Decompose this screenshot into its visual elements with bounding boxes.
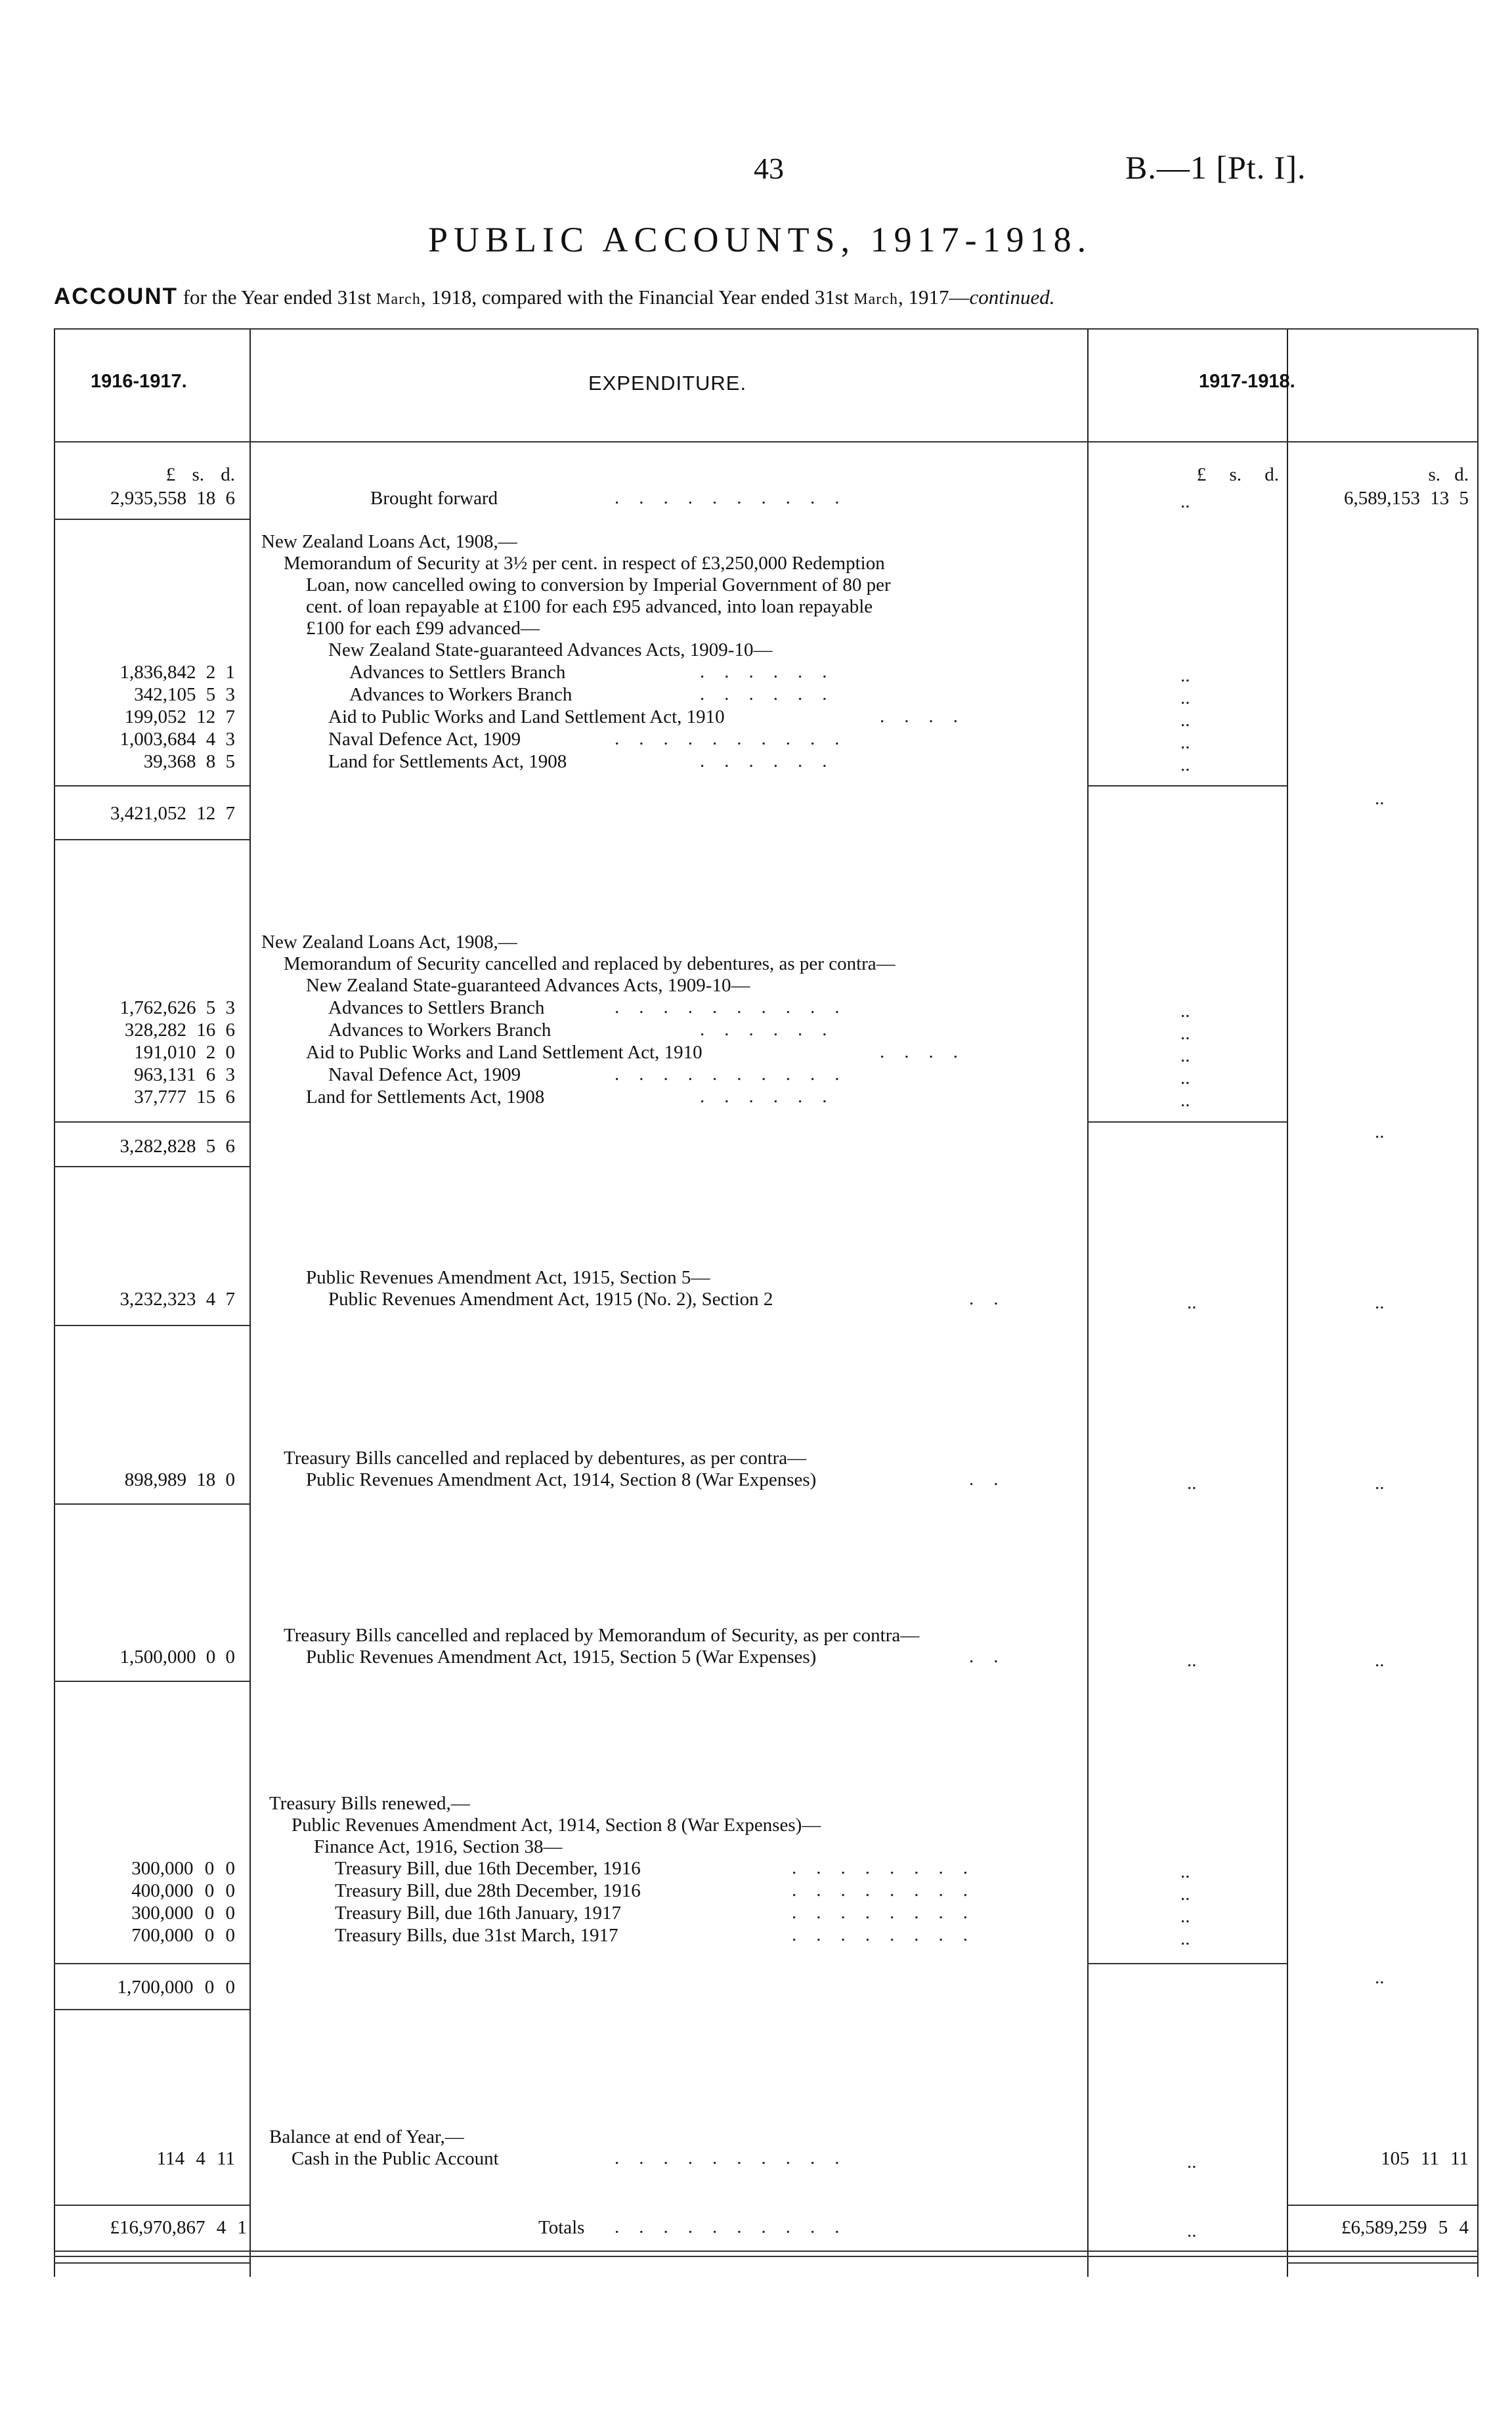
col-divider-2: [1087, 330, 1089, 2277]
leader-dots: ....: [880, 706, 978, 727]
brought-forward-prev: 2,935,558 18 6: [110, 488, 235, 509]
totals-curr-b: £6,589,259 5 4: [1341, 2217, 1469, 2238]
section2-item-4-curr: ..: [1180, 1067, 1190, 1088]
table-bottom-double-rule: [54, 2262, 249, 2264]
section1-item-3-curr: ..: [1180, 710, 1190, 731]
unit-label-prev: £ s. d.: [165, 464, 235, 485]
account-text-3: , 1917—: [897, 286, 970, 309]
row-rule: [54, 1963, 249, 1964]
section6-item-1-prev: 300,000 0 0: [131, 1858, 235, 1879]
section2-item-5-prev: 37,777 15 6: [134, 1087, 235, 1108]
brought-forward-curr-b: 6,589,153 13 5: [1344, 488, 1469, 509]
balance-prev: 114 4 11: [156, 2148, 235, 2169]
section6-total-curr: ..: [1375, 1967, 1385, 1988]
account-text-1: for the Year ended 31st: [183, 286, 372, 309]
section6-item-3-prev: 300,000 0 0: [131, 1903, 235, 1924]
row-rule: [54, 2009, 249, 2010]
section1-line-4: cent. of loan repayable at £100 for each £95 advanced, into loan repayable: [306, 596, 873, 617]
leader-dots: ..........: [615, 2216, 859, 2237]
section2-line-3: New Zealand State-guaranteed Advances Acts, 1909-10—: [306, 975, 750, 996]
section6-line-2: Public Revenues Amendment Act, 1914, Section 8 (War Expenses)—: [292, 1815, 821, 1836]
section3-line-1: Public Revenues Amendment Act, 1915, Section 5—: [306, 1267, 710, 1288]
section6-item-4-label: Treasury Bills, due 31st March, 1917: [335, 1925, 618, 1946]
section3-curr-b: ..: [1375, 1292, 1385, 1313]
leader-dots: ..: [969, 1646, 1018, 1667]
totals-curr-a: ..: [1187, 2220, 1197, 2241]
section1-item-4-curr: ..: [1180, 732, 1190, 753]
section1-line-2: Memorandum of Security at 3½ per cent. in respect of £3,250,000 Redemption: [284, 553, 885, 574]
section6-item-1-curr: ..: [1180, 1861, 1190, 1882]
section1-total-curr: ..: [1375, 788, 1385, 809]
section1-item-2-label: Advances to Workers Branch: [349, 684, 572, 705]
section5-curr-a: ..: [1187, 1650, 1197, 1671]
section2-item-2-prev: 328,282 16 6: [124, 1020, 235, 1041]
balance-line-2: Cash in the Public Account: [292, 2148, 499, 2169]
section6-total-prev: 1,700,000 0 0: [117, 1977, 235, 1998]
account-word: ACCOUNT: [54, 284, 178, 309]
totals-prev: £16,970,867 4 1: [110, 2217, 247, 2238]
section6-item-3-label: Treasury Bill, due 16th January, 1917: [335, 1903, 622, 1924]
row-rule: [54, 1503, 249, 1505]
document-reference: B.—1 [Pt. I].: [1125, 149, 1307, 186]
brought-forward-curr-a: ..: [1180, 491, 1190, 512]
section6-item-4-prev: 700,000 0 0: [131, 1925, 235, 1946]
section1-item-4-prev: 1,003,684 4 3: [119, 729, 235, 750]
leader-dots: ..........: [615, 487, 859, 508]
section5-curr-b: ..: [1375, 1650, 1385, 1671]
leader-dots: ........: [792, 1902, 987, 1923]
section6-item-1-label: Treasury Bill, due 16th December, 1916: [335, 1858, 641, 1879]
table-right-border: [1477, 330, 1479, 2277]
table-bottom-double-rule: [54, 2256, 1479, 2257]
account-heading: [54, 284, 1054, 310]
totals-top-rule: [1287, 2205, 1477, 2206]
leader-dots: ......: [700, 683, 847, 704]
section1-line-5: £100 for each £99 advanced—: [306, 618, 540, 639]
section1-item-2-curr: ..: [1180, 687, 1190, 708]
brought-forward-label: Brought forward: [370, 488, 498, 509]
unit-label-curr-a: £ s. d.: [1196, 464, 1279, 485]
section2-item-3-curr: ..: [1180, 1045, 1190, 1066]
leader-dots: ..........: [615, 728, 859, 749]
section1-item-4-label: Naval Defence Act, 1909: [328, 729, 521, 750]
section1-item-5-prev: 39,368 8 5: [143, 751, 235, 772]
row-rule: [1087, 1963, 1287, 1964]
section2-item-3-label: Aid to Public Works and Land Settlement Act, 1910: [306, 1042, 702, 1063]
col-header-expenditure: EXPENDITURE.: [588, 372, 747, 395]
section1-line-6: New Zealand State-guaranteed Advances Acts, 1909-10—: [328, 639, 773, 660]
section1-line-3: Loan, now cancelled owing to conversion by Imperial Government of 80 per: [306, 574, 891, 595]
leader-dots: ......: [700, 661, 847, 682]
table-bottom-double-rule: [1287, 2262, 1477, 2264]
section2-item-5-label: Land for Settlements Act, 1908: [306, 1087, 545, 1108]
section2-item-1-curr: ..: [1180, 1001, 1190, 1022]
leader-dots: ..........: [615, 2147, 859, 2168]
table-top-rule: [54, 328, 1479, 330]
account-text-2: , 1918, compared with the Financial Year ended 31st: [420, 286, 849, 309]
leader-dots: ....: [880, 1041, 978, 1062]
section4-line-1: Treasury Bills cancelled and replaced by debentures, as per contra—: [284, 1448, 807, 1469]
header-bottom-rule: [54, 441, 1479, 442]
section1-item-1-prev: 1,836,842 2 1: [119, 662, 235, 683]
leader-dots: ..........: [615, 1064, 859, 1085]
account-month-1: March: [376, 291, 421, 308]
col-header-curr-year: 1917-1918.: [1199, 371, 1295, 392]
section2-line-1: New Zealand Loans Act, 1908,—: [261, 932, 517, 953]
section6-line-3: Finance Act, 1916, Section 38—: [314, 1836, 563, 1857]
row-rule: [54, 785, 249, 787]
section2-item-2-label: Advances to Workers Branch: [328, 1020, 551, 1041]
account-continued: continued.: [969, 286, 1055, 309]
section3-line-2: Public Revenues Amendment Act, 1915 (No. 2), Section 2: [328, 1289, 773, 1310]
section1-total-prev: 3,421,052 12 7: [110, 803, 235, 824]
unit-label-curr-b: s. d.: [1428, 464, 1469, 485]
row-rule: [1087, 785, 1287, 787]
row-rule: [54, 839, 249, 840]
leader-dots: ........: [792, 1924, 987, 1945]
section2-total-curr: ..: [1375, 1121, 1385, 1142]
row-rule: [54, 1681, 249, 1682]
section2-item-2-curr: ..: [1180, 1023, 1190, 1044]
table-bottom-rule: [54, 2251, 1479, 2252]
section1-item-5-curr: ..: [1180, 754, 1190, 775]
leader-dots: ........: [792, 1880, 987, 1901]
col-divider-3: [1287, 330, 1288, 2277]
leader-dots: ......: [700, 1019, 847, 1040]
balance-curr-b: 105 11 11: [1381, 2148, 1469, 2169]
section6-item-2-label: Treasury Bill, due 28th December, 1916: [335, 1880, 641, 1901]
section4-line-2: Public Revenues Amendment Act, 1914, Section 8 (War Expenses): [306, 1469, 817, 1490]
row-rule: [54, 1166, 249, 1167]
section1-item-1-label: Advances to Settlers Branch: [349, 662, 566, 683]
section2-line-2: Memorandum of Security cancelled and replaced by debentures, as per contra—: [284, 953, 896, 974]
row-rule: [54, 1121, 249, 1123]
section6-item-4-curr: ..: [1180, 1928, 1190, 1949]
leader-dots: ..........: [615, 997, 859, 1018]
section4-curr-a: ..: [1187, 1473, 1197, 1494]
section5-line-2: Public Revenues Amendment Act, 1915, Section 5 (War Expenses): [306, 1647, 817, 1668]
leader-dots: ......: [700, 1086, 847, 1107]
section1-item-3-prev: 199,052 12 7: [124, 706, 235, 727]
row-rule: [54, 1325, 249, 1326]
totals-label: Totals: [538, 2217, 585, 2238]
col-divider-1: [249, 330, 251, 2277]
section5-line-1: Treasury Bills cancelled and replaced by Memorandum of Security, as per contra—: [284, 1625, 920, 1646]
page-title: PUBLIC ACCOUNTS, 1917-1918.: [428, 220, 1092, 259]
section1-item-5-label: Land for Settlements Act, 1908: [328, 751, 567, 772]
section4-curr-b: ..: [1375, 1473, 1385, 1494]
leader-dots: ..: [969, 1288, 1018, 1309]
section2-item-1-prev: 1,762,626 5 3: [119, 997, 235, 1018]
section6-item-3-curr: ..: [1180, 1906, 1190, 1927]
page-number: 43: [754, 152, 784, 185]
section6-line-1: Treasury Bills renewed,—: [269, 1793, 470, 1814]
section2-item-4-prev: 963,131 6 3: [134, 1064, 235, 1085]
section2-item-3-prev: 191,010 2 0: [134, 1042, 235, 1063]
col-header-prev-year: 1916-1917.: [91, 371, 187, 392]
section2-item-5-curr: ..: [1180, 1090, 1190, 1111]
section2-item-4-label: Naval Defence Act, 1909: [328, 1064, 521, 1085]
section1-item-2-prev: 342,105 5 3: [134, 684, 235, 705]
leader-dots: ..: [969, 1469, 1018, 1490]
row-rule: [54, 519, 249, 520]
totals-top-rule: [54, 2205, 249, 2206]
leader-dots: ........: [792, 1857, 987, 1878]
section1-item-1-curr: ..: [1180, 665, 1190, 686]
section1-line-1: New Zealand Loans Act, 1908,—: [261, 531, 517, 552]
section2-total-prev: 3,282,828 5 6: [119, 1136, 235, 1157]
row-rule: [1087, 1121, 1287, 1123]
section6-item-2-prev: 400,000 0 0: [131, 1880, 235, 1901]
balance-curr-a: ..: [1187, 2151, 1197, 2172]
section2-item-1-label: Advances to Settlers Branch: [328, 997, 545, 1018]
section3-prev: 3,232,323 4 7: [119, 1289, 235, 1310]
table-left-border: [54, 330, 55, 2277]
section4-prev: 898,989 18 0: [124, 1469, 235, 1490]
section3-curr-a: ..: [1187, 1292, 1197, 1313]
section1-item-3-label: Aid to Public Works and Land Settlement Act, 1910: [328, 706, 725, 727]
section6-item-2-curr: ..: [1180, 1884, 1190, 1905]
section5-prev: 1,500,000 0 0: [119, 1647, 235, 1668]
leader-dots: ......: [700, 750, 847, 771]
balance-line-1: Balance at end of Year,—: [269, 2126, 464, 2147]
account-month-2: March: [853, 291, 898, 308]
